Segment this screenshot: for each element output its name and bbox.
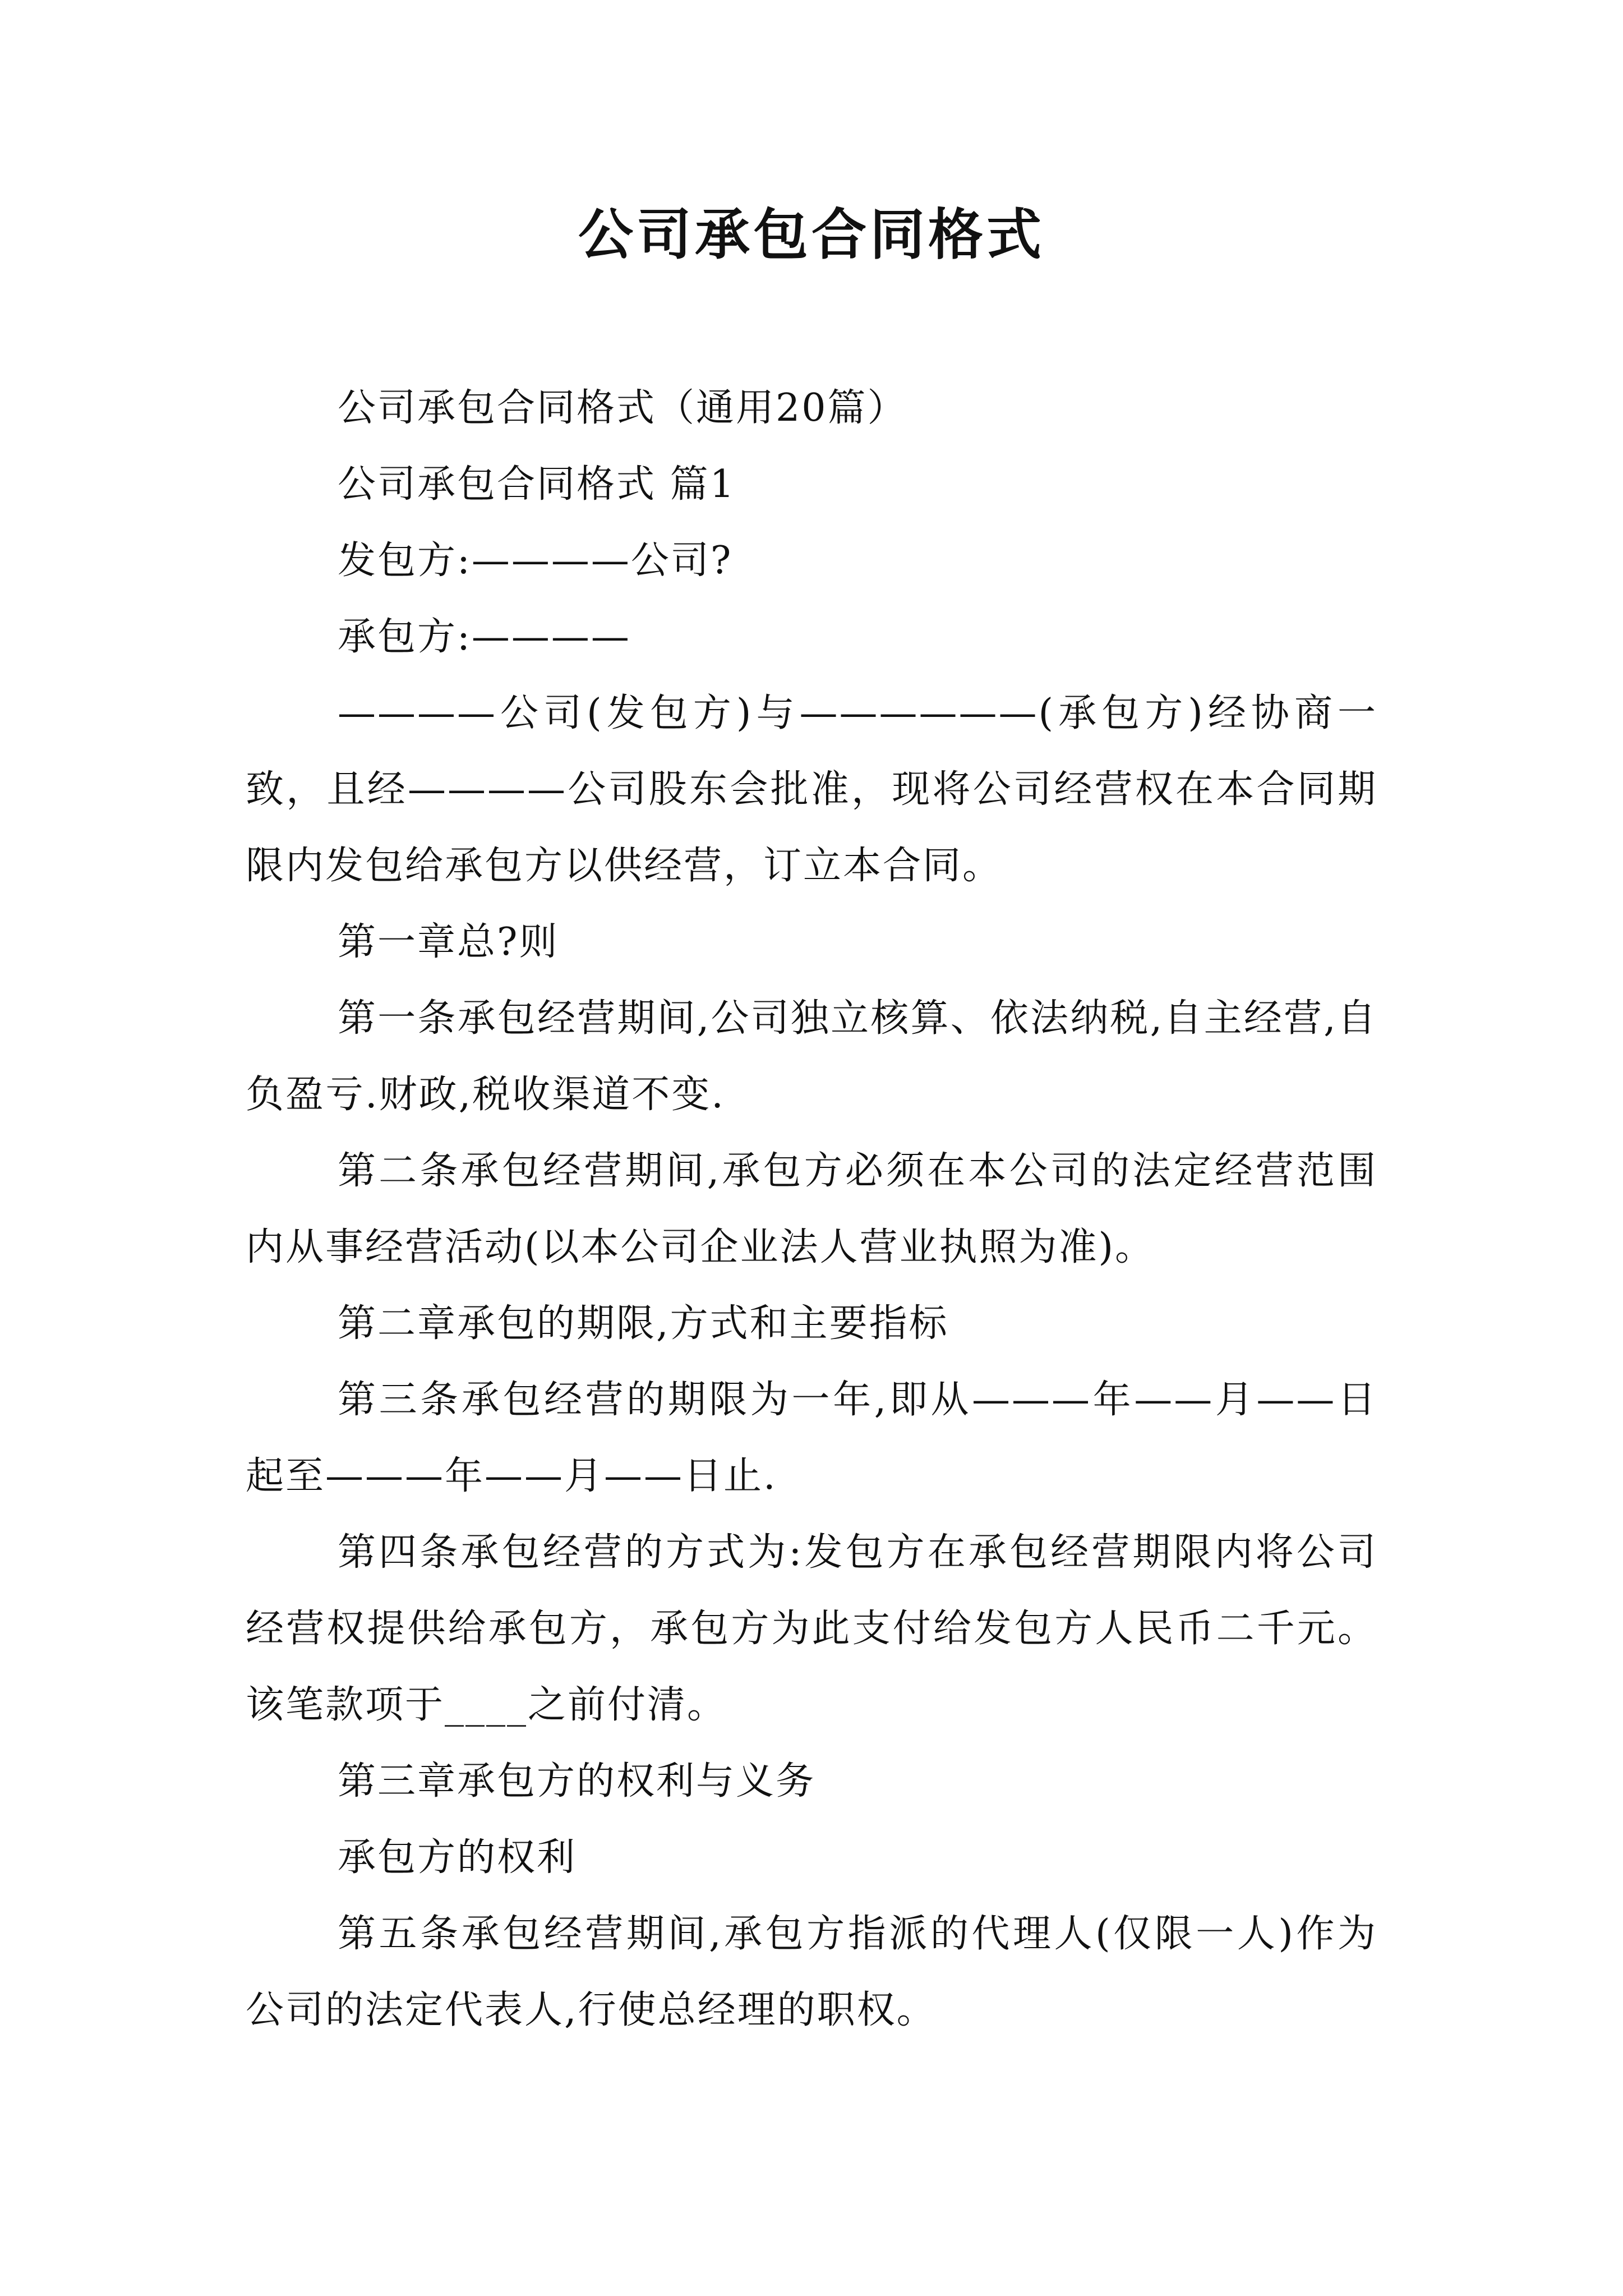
- chapter-heading-3: 第三章承包方的权利与义务: [338, 1759, 816, 1803]
- paragraph-article-heading: 公司承包合同格式 篇1: [338, 462, 736, 507]
- document-title: 公司承包合同格式: [578, 203, 1045, 267]
- article-2: 第二条承包经营期间,承包方必须在本公司的法定经营范围内从事经营活动(以本公司企业法人营业执照为准)。: [246, 1149, 1377, 1269]
- document-body: [246, 370, 1377, 2049]
- chapter-heading-1: 第一章总?则: [338, 920, 559, 964]
- paragraph-contractor: 发包方:————公司?: [338, 539, 733, 583]
- article-3: 第三条承包经营的期限为一年,即从———年——月——日起至———年——月——日止.: [246, 1378, 1377, 1498]
- section-heading-rights: 承包方的权利: [338, 1835, 577, 1880]
- article-4: 第四条承包经营的方式为:发包方在承包经营期限内将公司经营权提供给承包方，承包方为此支付给发包方人民币二千元。该笔款项于____之前付清。: [246, 1530, 1377, 1727]
- paragraph-preamble: ————公司(发包方)与——————(承包方)经协商一致，且经————公司股东会批准，现将公司经营权在本合同期限内发包给承包方以供经营，订立本合同。: [246, 691, 1377, 888]
- article-1: 第一条承包经营期间,公司独立核算、依法纳税,自主经营,自负盈亏.财政,税收渠道不变.: [246, 996, 1377, 1117]
- article-5: 第五条承包经营期间,承包方指派的代理人(仅限一人)作为公司的法定代表人,行使总经理的职权。: [246, 1912, 1377, 2032]
- paragraph-contractee: 承包方:————: [338, 615, 631, 659]
- paragraph-subtitle: 公司承包合同格式（通用20篇）: [338, 386, 907, 430]
- chapter-heading-2: 第二章承包的期限,方式和主要指标: [338, 1301, 949, 1346]
